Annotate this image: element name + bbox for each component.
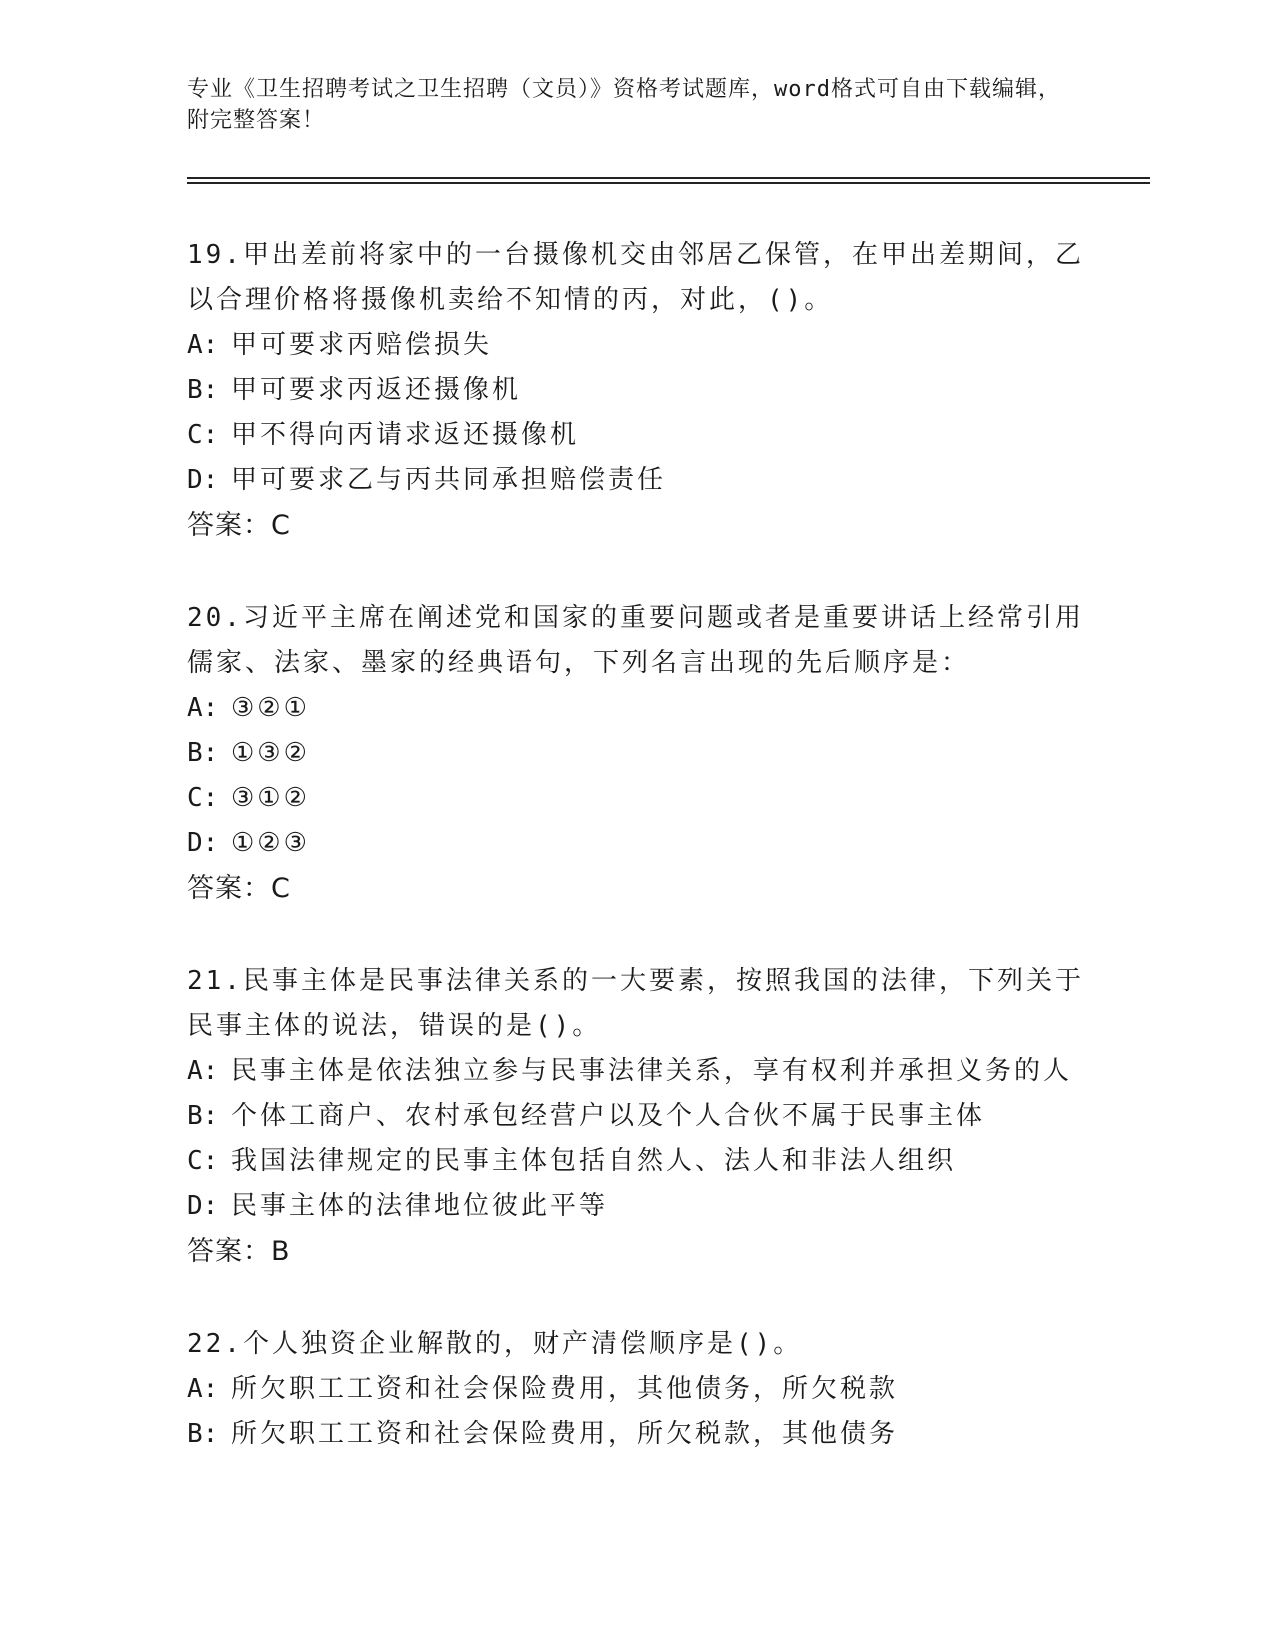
option-text: 所欠职工工资和社会保险费用，所欠税款，其他债务 [231,1419,899,1449]
option-text: 民事主体是依法独立参与民事法律关系，享有权利并承担义务的人 [231,1056,1073,1086]
option-d [187,821,1087,866]
option-letter: A: [187,330,219,360]
option-b [187,1094,1087,1139]
option-letter: C: [187,420,219,450]
header-divider-top [187,177,1150,179]
option-letter: D: [187,828,219,858]
question-stem: 22.个人独资企业解散的，财产清偿顺序是()。 [187,1329,803,1359]
option-c [187,1139,1087,1184]
question-stem: 21.民事主体是民事法律关系的一大要素，按照我国的法律，下列关于民事主体的说法，错误的是()。 [187,966,1084,1041]
option-text: 所欠职工工资和社会保险费用，其他债务，所欠税款 [231,1374,899,1404]
option-a [187,1049,1087,1094]
option-a [187,323,1087,368]
option-letter: A: [187,693,219,723]
question-20 [187,596,1087,911]
option-d [187,458,1087,503]
option-text: ③①② [231,783,310,813]
option-a [187,686,1087,731]
option-letter: A: [187,1056,219,1086]
header-divider-bottom [187,182,1150,184]
question-21 [187,959,1087,1274]
option-b [187,1412,1087,1457]
question-19 [187,233,1087,548]
option-letter: C: [187,783,219,813]
option-letter: A: [187,1374,219,1404]
option-c [187,413,1087,458]
option-text: 我国法律规定的民事主体包括自然人、法人和非法人组织 [231,1146,957,1176]
answer-label: 答案：B [187,1236,291,1267]
option-text: ①③② [231,738,310,768]
question-stem: 20.习近平主席在阐述党和国家的重要问题或者是重要讲话上经常引用儒家、法家、墨家的经典语句，下列名言出现的先后顺序是： [187,603,1084,678]
option-c [187,776,1087,821]
answer-label: 答案：C [187,873,291,904]
option-text: 甲可要求丙返还摄像机 [231,375,522,405]
option-a [187,1367,1087,1412]
option-letter: B: [187,1419,219,1449]
option-letter: B: [187,738,219,768]
question-22 [187,1322,1087,1457]
option-text: 民事主体的法律地位彼此平等 [231,1191,609,1221]
document-header-text: 专业《卫生招聘考试之卫生招聘（文员）》资格考试题库，word格式可自由下载编辑，附完整答案！ [187,77,1061,133]
option-letter: D: [187,1191,219,1221]
answer-label: 答案：C [187,510,291,541]
option-text: 甲不得向丙请求返还摄像机 [231,420,580,450]
option-letter: D: [187,465,219,495]
option-b [187,368,1087,413]
option-text: ③②① [231,693,310,723]
option-text: 甲可要求乙与丙共同承担赔偿责任 [231,465,667,495]
option-letter: B: [187,1101,219,1131]
question-stem: 19.甲出差前将家中的一台摄像机交由邻居乙保管，在甲出差期间，乙以合理价格将摄像机卖给不知情的丙，对此，()。 [187,240,1084,315]
option-b [187,731,1087,776]
option-text: 甲可要求丙赔偿损失 [231,330,493,360]
option-letter: C: [187,1146,219,1176]
option-text: 个体工商户、农村承包经营户以及个人合伙不属于民事主体 [231,1101,986,1131]
option-letter: B: [187,375,219,405]
option-d [187,1184,1087,1229]
option-text: ①②③ [231,828,310,858]
